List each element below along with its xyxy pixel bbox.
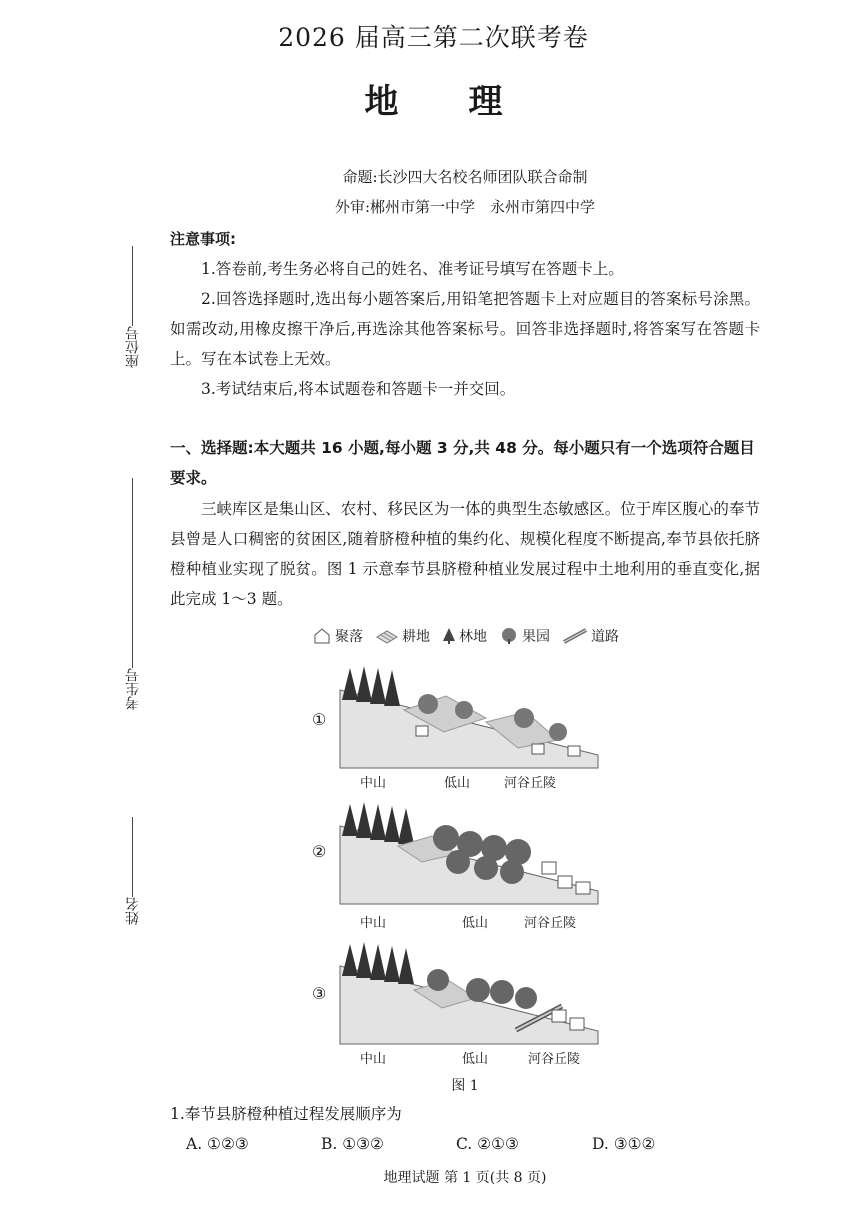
- credit-author: 命题:长沙四大名校名师团队联合命制: [342, 168, 588, 186]
- notice-heading: 注意事项:: [170, 230, 236, 248]
- credit-review: 外审:郴州市第一中学 永州市第四中学: [334, 198, 596, 216]
- farmland-icon: [375, 627, 399, 645]
- option-d[interactable]: D. ③①②: [592, 1135, 656, 1153]
- panel-2-valley-hills: 河谷丘陵: [524, 916, 577, 931]
- subject-title: 地理: [364, 82, 573, 122]
- panel-2-label: ②: [312, 842, 327, 861]
- name-line: [133, 817, 134, 897]
- passage: 三峡库区是集山区、农村、移民区为一体的典型生态敏感区。位于库区腹心的奉节县曾是人口稠密的贫困区,随着脐橙种植的集约化、规模化程度不断提高,奉节县依托脐橙种植业实现了脱贫。图 1 示意奉节县脐橙种植业发展过程中土地利用的垂直变化,据此完成 1～3 题。: [170, 500, 760, 608]
- section-heading: 一、选择题:本大题共 16 小题,每小题 3 分,共 48 分。每小题只有一个选项符合题目要求。: [170, 439, 755, 487]
- legend-orchard-label: 果园: [522, 629, 550, 645]
- exam-number-field: [118, 465, 148, 710]
- name-label: 姓名: [125, 897, 141, 925]
- seat-number-line: [133, 246, 134, 326]
- panel-1-mid-mountain: 中山: [360, 776, 387, 791]
- legend-settlement-label: 聚落: [335, 629, 363, 645]
- panel-3-label: ③: [312, 984, 327, 1003]
- legend-road-label: 道路: [591, 629, 619, 645]
- notice-item-2: 2.回答选择题时,选出每小题答案后,用铅笔把答题卡上对应题目的答案标号涂黑。如需改动,用橡皮擦干净后,再选涂其他答案标号。回答非选择题时,将答案写在答题卡上。写在本试卷上无效。: [170, 290, 760, 368]
- seat-number-field: [118, 238, 148, 368]
- figure-legend: [312, 626, 627, 646]
- name-field: [118, 805, 148, 925]
- exam-title: 2026 届高三第二次联考卷: [278, 23, 589, 52]
- panel-2-mid-mountain: 中山: [360, 916, 387, 931]
- settlement-icon: [312, 627, 332, 645]
- legend-settlement: [312, 626, 363, 646]
- panel-2-diagram: [336, 796, 602, 908]
- legend-orchard: [499, 626, 550, 646]
- legend-forest: [442, 626, 487, 646]
- panel-2-low-mountain: 低山: [462, 916, 489, 931]
- page-footer: 地理试题 第 1 页(共 8 页): [383, 1170, 547, 1186]
- option-b[interactable]: B. ①③②: [321, 1135, 384, 1153]
- figure-caption: 图 1: [451, 1078, 479, 1094]
- panel-1-valley-hills: 河谷丘陵: [504, 776, 557, 791]
- panel-3-mid-mountain: 中山: [360, 1052, 387, 1067]
- panel-1-diagram: [336, 660, 602, 772]
- legend-forest-label: 林地: [459, 629, 487, 645]
- legend-farmland: [375, 626, 430, 646]
- legend-road: [562, 626, 619, 646]
- forest-icon: [442, 627, 456, 645]
- option-a[interactable]: A. ①②③: [186, 1135, 249, 1153]
- notice-item-3: 3.考试结束后,将本试题卷和答题卡一并交回。: [201, 380, 516, 398]
- option-c[interactable]: C. ②①③: [456, 1135, 519, 1153]
- seat-number-label: 座位号: [125, 326, 141, 368]
- panel-3-diagram: [336, 936, 602, 1048]
- panel-3-valley-hills: 河谷丘陵: [528, 1052, 581, 1067]
- panel-1-label: ①: [312, 710, 327, 729]
- panel-3-low-mountain: 低山: [462, 1052, 489, 1067]
- orchard-icon: [499, 627, 519, 645]
- legend-farmland-label: 耕地: [402, 629, 430, 645]
- notice-item-1: 1.答卷前,考生务必将自己的姓名、准考证号填写在答题卡上。: [201, 260, 624, 278]
- exam-number-line: [133, 478, 134, 668]
- exam-number-label: 考生号: [125, 668, 141, 710]
- panel-1-low-mountain: 低山: [444, 776, 471, 791]
- road-icon: [562, 627, 588, 645]
- question-1-stem: 1.奉节县脐橙种植过程发展顺序为: [170, 1105, 402, 1123]
